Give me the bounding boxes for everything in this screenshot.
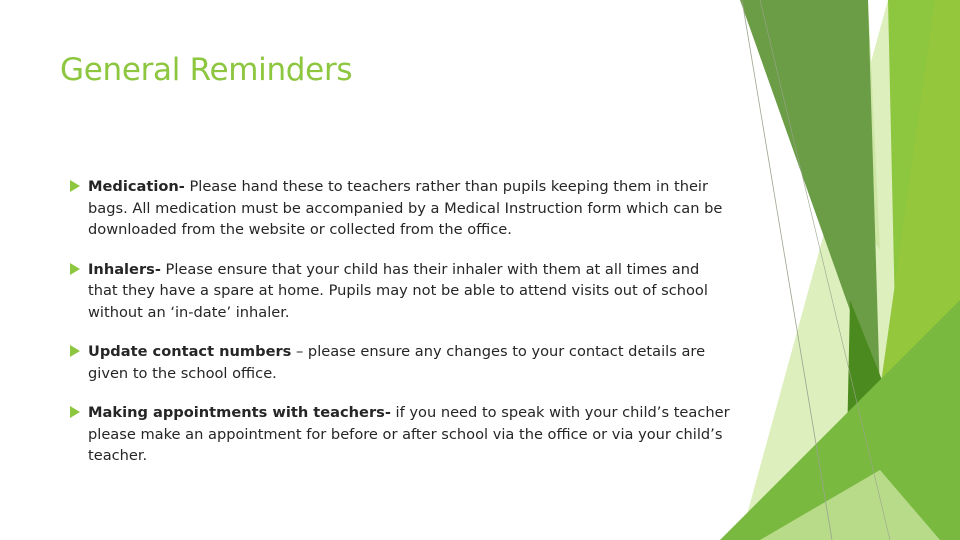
triangle-bullet-icon xyxy=(70,180,80,192)
reminder-lead: Update contact numbers xyxy=(88,343,292,360)
reminder-list xyxy=(72,176,732,485)
reminder-text: – please ensure any changes to your contact details are given to the school office. xyxy=(88,343,706,382)
reminder-item-appointments xyxy=(72,402,732,467)
reminder-item-medication xyxy=(72,176,732,241)
triangle-bullet-icon xyxy=(70,263,80,275)
reminder-lead: Making appointments with teachers- xyxy=(88,404,391,421)
reminder-lead: Medication- xyxy=(88,178,185,195)
reminder-text: Please hand these to teachers rather than pupils keeping them in their bags. All medication must be accompanied by a Medical Instruction form which can be downloaded from the website or collected from the office. xyxy=(88,178,723,238)
reminder-item-inhalers xyxy=(72,259,732,324)
slide-title: General Reminders xyxy=(60,52,353,88)
reminder-text: if you need to speak with your child’s teacher please make an appointment for before or after school via the office or via your child’s teacher. xyxy=(88,404,730,464)
reminder-item-contact-numbers xyxy=(72,341,732,384)
triangle-bullet-icon xyxy=(70,406,80,418)
reminder-text: Please ensure that your child has their inhaler with them at all times and that they have a spare at home. Pupils may not be able to attend visits out of school without an ‘in-date’ inhaler. xyxy=(88,260,708,321)
triangle-bullet-icon xyxy=(70,345,80,357)
reminder-lead: Inhalers- xyxy=(88,260,161,278)
